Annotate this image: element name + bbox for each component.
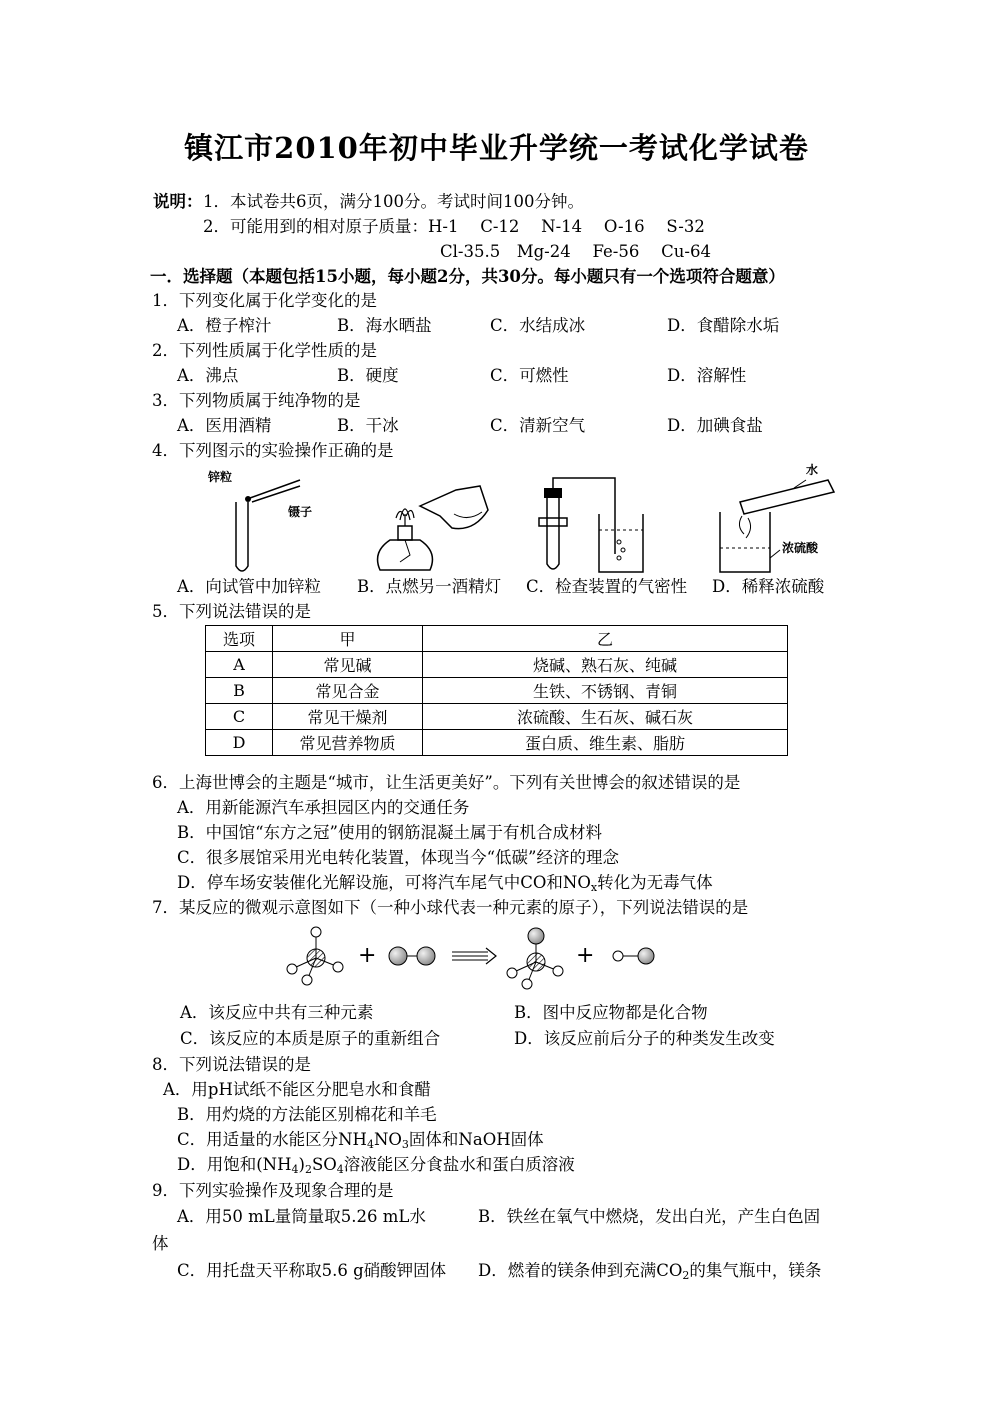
q6-option-d-text: D．停车场安装催化光解设施，可将汽车尾气中CO和NO [177, 873, 591, 892]
plus-sign: + [576, 943, 595, 968]
table-cell: 常见营养物质 [273, 730, 423, 756]
q4-option-c: C．检查装置的气密性 [526, 577, 688, 596]
q9-option-a: A．用50 mL量筒量取5.26 mL水 [177, 1207, 426, 1226]
q6-option-d-text-end: 转化为无毒气体 [597, 873, 713, 892]
table-row [206, 652, 788, 678]
acid-label: 浓硫酸 [782, 541, 819, 555]
test-tube [547, 496, 559, 569]
plus-sign: + [358, 943, 377, 968]
q4-option-b: B．点燃另一酒精灯 [357, 577, 502, 596]
table-cell: 常见碱 [273, 652, 423, 678]
q3-option-a: A．医用酒精 [177, 416, 272, 435]
q8-option-b: B．用灼烧的方法能区别棉花和羊毛 [177, 1105, 437, 1124]
section-prefix: 一．选择题 [150, 267, 233, 286]
q8-option-c-text: 固体和NaOH固体 [408, 1130, 544, 1149]
q9-option-d-text: 的集气瓶中，镁条 [689, 1261, 822, 1280]
q7-option-c: C．该反应的本质是原子的重新组合 [180, 1029, 441, 1048]
table-header-row [206, 626, 788, 652]
subscript: 4 [336, 1163, 344, 1176]
delivery-tube [553, 478, 615, 554]
q8-option-c [177, 1130, 544, 1150]
instructions-label: 说明： [153, 192, 203, 211]
flame-icon [396, 509, 414, 526]
q9-option-c: C．用托盘天平称取5.6 g硝酸钾固体 [177, 1261, 447, 1280]
q1-option-b: B．海水晒盐 [337, 316, 432, 335]
q5-table [205, 625, 788, 756]
q4-figure-d [710, 462, 850, 576]
table-header: 选项 [206, 626, 273, 652]
q8-option-c-text: C．用适量的水能区分NH [177, 1130, 367, 1149]
instructions-line3: Cl-35.5 Mg-24 Fe-56 Cu-64 [440, 242, 711, 261]
q8-option-a: A．用pH试纸不能区分肥皂水和食醋 [163, 1080, 431, 1099]
q9-stem: 9．下列实验操作及现象合理的是 [152, 1181, 394, 1200]
table-row [206, 730, 788, 756]
q9-option-d [478, 1261, 821, 1281]
zinc-granule [245, 496, 251, 502]
q6-stem: 6．上海世博会的主题是“城市，让生活更美好”。下列有关世博会的叙述错误的是 [152, 773, 741, 792]
table-cell: A [206, 652, 273, 678]
q4-option-d: D．稀释浓硫酸 [712, 577, 825, 596]
q3-option-c: C．清新空气 [490, 416, 586, 435]
section-rule: （本题包括15小题，每小题2分，共30分。每小题只有一个选项符合题意） [232, 267, 785, 286]
beaker [720, 512, 770, 572]
graduated-cylinder [740, 480, 834, 514]
q4-stem: 4．下列图示的实验操作正确的是 [152, 441, 394, 460]
table-cell: 浓硫酸、生石灰、碱石灰 [423, 704, 788, 730]
q2-option-d: D．溶解性 [667, 366, 747, 385]
q2-option-a: A．沸点 [177, 366, 239, 385]
product-molecule-2 [613, 948, 654, 964]
q9-option-d-text: D．燃着的镁条伸到充满CO [478, 1261, 683, 1280]
q1-stem: 1．下列变化属于化学变化的是 [152, 291, 377, 310]
tweezers-icon [250, 480, 300, 502]
q8-option-d [177, 1155, 575, 1175]
q3-stem: 3．下列物质属于纯净物的是 [152, 391, 361, 410]
water-label: 水 [806, 463, 819, 477]
table-cell: C [206, 704, 273, 730]
q4-figure-b [370, 470, 500, 576]
q8-option-d-text: ) [298, 1155, 305, 1174]
tweezers-label: 镊子 [288, 505, 313, 519]
q3-option-b: B．干冰 [337, 416, 399, 435]
reactant-molecule-2 [389, 947, 435, 965]
section-heading [150, 267, 785, 287]
q5-stem: 5．下列说法错误的是 [152, 602, 311, 621]
subscript: x [590, 881, 598, 894]
table-cell: 常见干燥剂 [273, 704, 423, 730]
q1-option-a: A．橙子榨汁 [177, 316, 272, 335]
q6-option-a: A．用新能源汽车承担园区内的交通任务 [177, 798, 470, 817]
subscript: 4 [366, 1138, 374, 1151]
subscript: 3 [401, 1138, 409, 1151]
q8-option-d-text: D．用饱和(NH [177, 1155, 292, 1174]
test-tube [236, 502, 248, 571]
q8-option-c-text: NO [373, 1130, 402, 1149]
table-header: 乙 [423, 626, 788, 652]
q7-option-a: A．该反应中共有三种元素 [180, 1003, 374, 1022]
q7-stem: 7．某反应的微观示意图如下（一种小球代表一种元素的原子），下列说法错误的是 [152, 898, 749, 917]
q9-option-b: B．铁丝在氧气中燃烧，发出白光，产生白色固 [478, 1207, 821, 1226]
table-header: 甲 [273, 626, 423, 652]
table-cell: 生铁、不锈钢、青铜 [423, 678, 788, 704]
table-cell: B [206, 678, 273, 704]
q6-option-c: C．很多展馆采用光电转化装置，体现当今“低碳”经济的理念 [177, 848, 619, 867]
table-cell: 烧碱、熟石灰、纯碱 [423, 652, 788, 678]
clamp [539, 518, 567, 526]
q7-reaction-diagram [280, 922, 670, 994]
product-molecule-1 [507, 928, 563, 989]
subscript: 2 [304, 1163, 312, 1176]
q6-option-d [177, 873, 713, 893]
q8-stem: 8．下列说法错误的是 [152, 1055, 311, 1074]
q6-option-b: B．中国馆“东方之冠”使用的钢筋混凝土属于有机合成材料 [177, 823, 602, 842]
q4-figure-a [200, 466, 330, 576]
instructions-line2: 2．可能用到的相对原子质量：H-1 C-12 N-14 O-16 S-32 [203, 217, 705, 236]
page-title: 镇江市2010年初中毕业升学统一考试化学试卷 [184, 131, 809, 165]
q8-option-d-text: SO [311, 1155, 337, 1174]
q2-option-b: B．硬度 [337, 366, 399, 385]
alcohol-lamp [378, 540, 433, 570]
q4-option-a: A．向试管中加锌粒 [177, 577, 321, 596]
table-row [206, 704, 788, 730]
q8-option-d-text: 溶液能区分食盐水和蛋白质溶液 [343, 1155, 575, 1174]
q7-option-b: B．图中反应物都是化合物 [514, 1003, 708, 1022]
reaction-arrow-icon [452, 948, 496, 964]
table-cell: 常见合金 [273, 678, 423, 704]
stopper [544, 488, 562, 498]
reactant-molecule-1 [287, 927, 343, 985]
q7-option-d: D．该反应前后分子的种类发生改变 [514, 1029, 775, 1048]
q1-option-d: D．食醋除水垢 [667, 316, 780, 335]
subscript: 2 [682, 1269, 690, 1282]
table-cell: D [206, 730, 273, 756]
second-alcohol-lamp [420, 486, 488, 529]
q1-option-c: C．水结成冰 [490, 316, 586, 335]
subscript: 4 [291, 1163, 299, 1176]
q3-option-d: D．加碘食盐 [667, 416, 763, 435]
splash-icon [739, 516, 750, 538]
table-row [206, 678, 788, 704]
q2-stem: 2．下列性质属于化学性质的是 [152, 341, 377, 360]
zinc-label: 锌粒 [208, 470, 233, 484]
table-cell: 蛋白质、维生素、脂肪 [423, 730, 788, 756]
q2-option-c: C．可燃性 [490, 366, 569, 385]
q9-option-b-wrap: 体 [152, 1234, 169, 1253]
instructions-line1: 1．本试卷共6页，满分100分。考试时间100分钟。 [203, 192, 584, 211]
q4-figure-c [535, 468, 665, 576]
